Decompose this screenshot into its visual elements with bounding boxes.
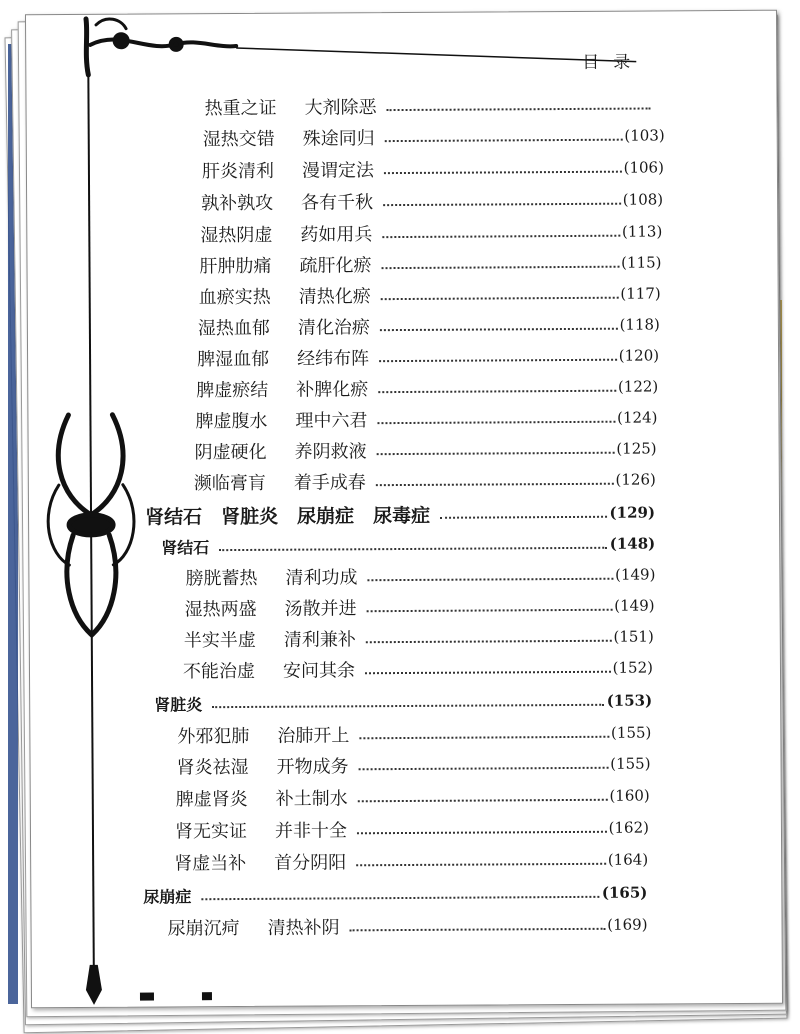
toc-entry[interactable] bbox=[185, 590, 655, 623]
leader-dots bbox=[383, 203, 621, 206]
entry-title: 半实半虚 bbox=[183, 629, 256, 652]
leader-dots bbox=[382, 235, 620, 238]
entry-page-number: (153) bbox=[606, 691, 653, 710]
entry-page-number: (120) bbox=[618, 346, 660, 365]
entry-subtitle: 经纬布阵 bbox=[297, 348, 370, 370]
entry-page-number: (124) bbox=[617, 408, 658, 427]
leader-dots bbox=[376, 483, 614, 486]
toc-entry[interactable] bbox=[199, 278, 661, 311]
toc-section-heading[interactable] bbox=[143, 878, 647, 911]
entry-title: 膀胱蓄热 bbox=[185, 567, 258, 590]
leader-dots bbox=[365, 671, 611, 675]
toc-entry[interactable] bbox=[204, 89, 652, 122]
toc-entry[interactable] bbox=[176, 748, 650, 781]
entry-subtitle: 药如用兵 bbox=[300, 224, 373, 246]
leader-dots bbox=[356, 863, 606, 867]
toc-entry[interactable] bbox=[195, 433, 657, 466]
leader-dots bbox=[377, 452, 615, 455]
toc-section-heading[interactable] bbox=[161, 528, 655, 561]
entry-subtitle: 疏肝化瘀 bbox=[299, 255, 372, 277]
section-title: 尿崩症 bbox=[143, 886, 192, 907]
entry-subtitle: 各有千秋 bbox=[301, 192, 374, 214]
entry-page-number: (160) bbox=[609, 786, 650, 805]
toc-entry[interactable] bbox=[197, 340, 659, 373]
leader-dots bbox=[350, 928, 606, 932]
entry-title: 血瘀实热 bbox=[198, 286, 271, 309]
entry-subtitle: 养阴救液 bbox=[294, 441, 367, 463]
entry-title: 脾虚瘀结 bbox=[196, 379, 269, 402]
entry-title: 脾虚肾炎 bbox=[175, 788, 248, 811]
toc-entry[interactable] bbox=[201, 184, 663, 217]
entry-subtitle: 理中六君 bbox=[295, 410, 368, 432]
leader-dots bbox=[357, 831, 607, 835]
entry-title: 热重之证 bbox=[204, 97, 277, 120]
entry-page-number: (155) bbox=[610, 754, 651, 773]
entry-page-number: (115) bbox=[621, 253, 662, 272]
entry-title: 湿热血郁 bbox=[197, 317, 270, 340]
entry-page-number: (151) bbox=[613, 627, 654, 646]
entry-title: 湿热交错 bbox=[202, 128, 275, 151]
entry-title: 肾炎祛湿 bbox=[176, 756, 249, 779]
entry-subtitle: 首分阴阳 bbox=[274, 852, 347, 874]
entry-page-number: (118) bbox=[619, 315, 660, 334]
entry-subtitle: 补土制水 bbox=[275, 788, 348, 810]
entry-title: 湿热两盛 bbox=[184, 598, 257, 621]
leader-dots bbox=[440, 516, 607, 519]
entry-page-number: (106) bbox=[623, 158, 664, 177]
entry-subtitle: 补脾化瘀 bbox=[296, 379, 369, 401]
table-of-contents bbox=[26, 11, 782, 1008]
leader-dots bbox=[377, 421, 615, 424]
entry-subtitle: 清化治瘀 bbox=[297, 317, 370, 339]
toc-entry[interactable] bbox=[195, 402, 657, 435]
entry-page-number: (148) bbox=[609, 534, 656, 553]
page-header-title: 目录 bbox=[582, 52, 645, 73]
entry-page-number: (122) bbox=[617, 377, 659, 396]
entry-title: 尿崩沉疴 bbox=[167, 918, 240, 940]
entry-page-number: (149) bbox=[614, 596, 655, 615]
section-title: 肾结石 bbox=[161, 537, 210, 557]
toc-entry[interactable] bbox=[200, 216, 662, 249]
entry-subtitle: 大剂除恶 bbox=[304, 97, 377, 119]
toc-entry[interactable] bbox=[199, 247, 661, 280]
entry-page-number: (108) bbox=[622, 190, 664, 209]
leader-dots bbox=[381, 297, 619, 300]
entry-page-number: (125) bbox=[616, 439, 657, 458]
entry-subtitle: 并非十全 bbox=[274, 820, 348, 842]
toc-entry[interactable] bbox=[184, 621, 654, 654]
entry-title: 脾虚腹水 bbox=[195, 410, 268, 433]
leader-dots bbox=[359, 736, 609, 740]
entry-page-number: (165) bbox=[601, 883, 648, 902]
leader-dots bbox=[366, 640, 612, 644]
toc-entry[interactable] bbox=[203, 120, 665, 153]
entry-page-number: (129) bbox=[609, 503, 656, 522]
leader-dots bbox=[219, 547, 607, 551]
entry-title: 外邪犯肺 bbox=[177, 725, 250, 748]
toc-entry[interactable] bbox=[202, 152, 664, 185]
toc-entry[interactable] bbox=[194, 464, 656, 497]
entry-page-number: (155) bbox=[610, 723, 652, 742]
entry-page-number: (162) bbox=[608, 818, 650, 837]
entry-subtitle: 清利兼补 bbox=[283, 629, 356, 651]
leader-dots bbox=[367, 578, 613, 582]
leader-dots bbox=[358, 799, 608, 803]
leader-dots bbox=[385, 139, 623, 142]
leader-dots bbox=[378, 390, 616, 393]
section-title: 肾脏炎 bbox=[154, 694, 203, 715]
entry-page-number: (149) bbox=[615, 565, 656, 584]
toc-entry[interactable] bbox=[175, 813, 649, 846]
toc-chapter-heading[interactable] bbox=[145, 497, 655, 530]
entry-title: 脾湿血郁 bbox=[197, 348, 270, 371]
leader-dots bbox=[212, 704, 604, 708]
toc-entry[interactable] bbox=[198, 309, 660, 342]
entry-title: 濒临膏肓 bbox=[193, 472, 266, 495]
toc-section-heading[interactable] bbox=[154, 685, 652, 718]
leader-dots bbox=[379, 359, 617, 362]
entry-title: 肾虚当补 bbox=[174, 852, 247, 875]
entry-page-number: (164) bbox=[607, 850, 649, 869]
entry-subtitle: 清利功成 bbox=[285, 567, 358, 589]
toc-entry[interactable] bbox=[174, 845, 648, 878]
entry-subtitle: 着手成春 bbox=[293, 472, 366, 494]
entry-page-number: (152) bbox=[612, 658, 654, 677]
entry-page-number: (113) bbox=[621, 222, 663, 241]
entry-page-number: (169) bbox=[607, 915, 648, 934]
entry-title: 孰补孰攻 bbox=[201, 192, 274, 215]
entry-page-number: (126) bbox=[615, 470, 656, 489]
entry-page-number: (103) bbox=[624, 126, 665, 145]
entry-subtitle: 漫谓定法 bbox=[301, 160, 374, 182]
entry-title: 肝炎清利 bbox=[201, 160, 274, 183]
entry-title: 肾无实证 bbox=[174, 820, 248, 843]
entry-subtitle: 殊途同归 bbox=[302, 128, 375, 150]
toc-entry[interactable] bbox=[185, 559, 655, 592]
toc-page bbox=[25, 10, 783, 1009]
toc-entry[interactable] bbox=[196, 371, 658, 404]
chapter-title: 肾结石 肾脏炎 尿崩症 尿毒症 bbox=[144, 504, 431, 529]
entry-title: 阴虚硬化 bbox=[194, 441, 267, 464]
leader-dots bbox=[367, 609, 613, 613]
entry-subtitle: 清热补阴 bbox=[267, 917, 340, 939]
leader-dots bbox=[384, 171, 622, 174]
entry-title: 肝肿肋痛 bbox=[199, 255, 272, 278]
leader-dots bbox=[201, 896, 599, 900]
entry-subtitle: 清热化瘀 bbox=[298, 286, 371, 308]
toc-entry[interactable] bbox=[177, 717, 651, 750]
entry-subtitle: 安问其余 bbox=[282, 660, 356, 682]
entry-title: 湿热阴虚 bbox=[200, 224, 273, 247]
leader-dots bbox=[382, 266, 620, 269]
leader-dots bbox=[387, 107, 651, 111]
entry-page-number: (117) bbox=[620, 284, 661, 303]
toc-entry[interactable] bbox=[167, 910, 647, 943]
toc-entry[interactable] bbox=[176, 781, 650, 814]
entry-subtitle: 开物成务 bbox=[276, 756, 349, 778]
leader-dots bbox=[359, 767, 609, 771]
toc-entry[interactable] bbox=[183, 652, 653, 685]
leader-dots bbox=[380, 328, 618, 331]
entry-subtitle: 汤散并进 bbox=[284, 598, 357, 620]
entry-subtitle: 治肺开上 bbox=[277, 725, 350, 747]
entry-title: 不能治虚 bbox=[182, 660, 256, 683]
